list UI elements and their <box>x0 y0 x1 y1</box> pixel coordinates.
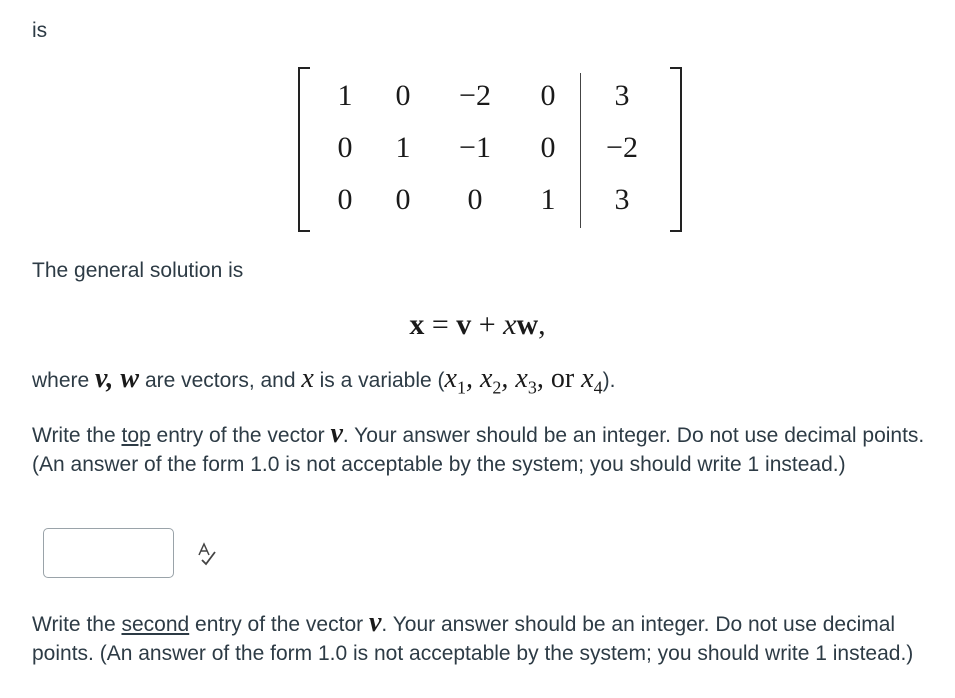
subscript: 3 <box>527 377 537 398</box>
text: where <box>32 369 96 392</box>
w-symbol: w <box>120 363 140 394</box>
x1-symbol: x <box>444 363 457 394</box>
spell-check-icon[interactable] <box>196 542 218 566</box>
eq-plus: + <box>471 308 504 341</box>
text: ). <box>602 369 616 392</box>
v-symbol: v <box>95 363 107 394</box>
v-symbol: v <box>368 607 382 638</box>
matrix-cell: 1 <box>395 131 411 164</box>
emphasis-top: top <box>121 424 151 447</box>
eq-x-vector: x <box>409 308 425 341</box>
solution-equation <box>0 308 955 342</box>
matrix-cell: 1 <box>337 79 353 112</box>
matrix-cell: 3 <box>614 79 630 112</box>
matrix-cell: 0 <box>337 131 353 164</box>
v-symbol: v <box>330 418 343 449</box>
where-sentence <box>32 364 615 403</box>
matrix-cell: 3 <box>614 183 630 216</box>
x4-symbol: x <box>581 363 594 394</box>
text: , <box>106 363 121 394</box>
matrix-right-bracket <box>670 67 682 232</box>
text: . Your answer should be an integer. Do not use decimal points. (An answer of the form 1.0 is not acceptable by the system; you should write 1 instead.) <box>32 613 914 665</box>
matrix-cell: −1 <box>459 131 491 164</box>
x3-symbol: , x <box>501 363 528 394</box>
text: entry of the vector <box>150 424 331 447</box>
text: . Your answer should be an integer. Do not use decimal points. (An answer of the form 1.0 is not acceptable by the system; you should write 1 instead.) <box>32 424 925 476</box>
eq-comma: , <box>538 308 546 341</box>
eq-variable: x <box>503 308 517 341</box>
text: Write the <box>32 613 122 636</box>
subscript: 4 <box>593 377 603 398</box>
emphasis-second: second <box>121 613 190 636</box>
matrix-cell: −2 <box>606 131 638 164</box>
matrix-left-bracket <box>298 67 310 232</box>
text: are vectors, and <box>139 369 302 392</box>
text: is a variable ( <box>313 369 445 392</box>
matrix-cell: 0 <box>540 131 556 164</box>
matrix-cell: 0 <box>467 183 483 216</box>
matrix-cell: 1 <box>540 183 556 216</box>
matrix-cell: 0 <box>540 79 556 112</box>
text: Write the <box>32 424 122 447</box>
matrix-cell: 0 <box>395 183 411 216</box>
text: entry of the vector <box>189 613 369 636</box>
subscript: 1 <box>456 377 466 398</box>
augmented-matrix <box>298 67 682 230</box>
general-solution-label: The general solution is <box>32 259 244 282</box>
intro-text: is <box>32 19 48 42</box>
x-symbol: x <box>301 363 314 394</box>
subscript: 2 <box>492 377 502 398</box>
matrix-cell: 0 <box>395 79 411 112</box>
eq-equals: = <box>424 308 457 341</box>
answer-input-top-entry[interactable] <box>43 528 174 578</box>
or-text: , or <box>536 363 582 394</box>
question-second-entry <box>32 608 942 668</box>
x2-symbol: , x <box>465 363 493 394</box>
question-top-entry <box>32 419 932 479</box>
eq-w-vector: w <box>516 308 539 341</box>
augmented-divider <box>580 73 581 228</box>
eq-v-vector: v <box>456 308 472 341</box>
matrix-cell: −2 <box>459 79 491 112</box>
matrix-cell: 0 <box>337 183 353 216</box>
